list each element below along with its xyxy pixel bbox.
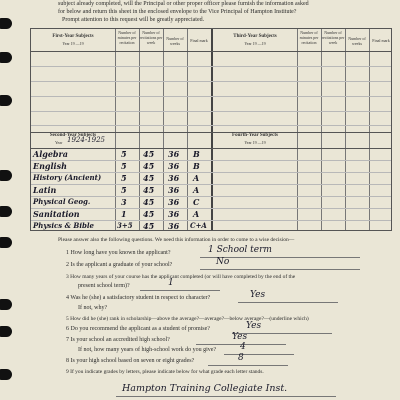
minutes-cell: 5: [121, 173, 127, 183]
minutes-cell: 1: [121, 209, 127, 219]
mark-cell: B: [193, 149, 200, 159]
year-label: Year 19 —19: [62, 41, 84, 46]
subject-cell: Physics & Bible: [33, 221, 95, 230]
answer-1: 1 School term: [208, 245, 272, 255]
mark-cell: A: [193, 185, 200, 195]
question-4: 4 Was he (she) a satisfactory student in respect to character?: [66, 295, 211, 301]
answer-3: 1: [168, 278, 174, 288]
minutes-cell: 3: [121, 197, 127, 207]
weeks-cell: 36: [168, 149, 180, 159]
col-header-minutes: Number of minutes per recitation: [117, 30, 137, 45]
minutes-cell: 3+5: [117, 221, 133, 230]
per-week-cell: 45: [143, 185, 155, 195]
binder-hole: [0, 369, 12, 380]
mark-cell: A: [193, 209, 200, 219]
subject-cell: Latin: [33, 185, 57, 195]
answer-8: 8: [238, 353, 244, 363]
col-header-minutes: Number of minutes per recitation: [299, 30, 319, 45]
fourth-year-header: Fourth-Year Subjects: [232, 133, 278, 138]
binder-hole: [0, 299, 12, 310]
per-week-cell: 45: [143, 161, 155, 171]
weeks-cell: 36: [168, 185, 180, 195]
binder-hole: [0, 237, 12, 248]
question-7-followup: If not, how many years of high-school work do you give?: [78, 347, 217, 353]
binder-hole: [0, 18, 12, 29]
per-week-cell: 45: [143, 209, 155, 219]
answer-6: Yes: [246, 321, 262, 331]
col-header-final: Final mark: [372, 38, 390, 43]
answer-2: No: [216, 257, 230, 267]
col-header-recitations: Number of recitations per week: [321, 30, 345, 45]
year-label: Year 19 —19: [244, 41, 266, 46]
question-1: 1 How long have you known the applicant?: [66, 250, 171, 256]
intro-paragraph: [58, 0, 388, 24]
minutes-cell: 5: [121, 161, 127, 171]
weeks-cell: 36: [168, 197, 180, 207]
binder-hole: [0, 52, 12, 63]
mark-cell: B: [193, 161, 200, 171]
mark-cell: A: [193, 173, 200, 183]
answer-7: Yes: [232, 332, 248, 342]
year-label: Year 19 —19: [244, 140, 266, 145]
col-header-recitations: Number of recitations per week: [139, 30, 163, 45]
year-label: Year: [55, 140, 63, 145]
second-year-header: Second-Year Subjects: [49, 133, 97, 138]
per-week-cell: 45: [143, 197, 155, 207]
subject-cell: Sanitation: [33, 209, 80, 219]
mark-cell: C: [193, 197, 200, 207]
binder-hole: [0, 206, 12, 217]
minutes-cell: 5: [121, 185, 127, 195]
question-9: 9 If you indicate grades by letters, please indicate below for what grade each letter stands.: [66, 369, 264, 375]
question-2: 2 Is the applicant a graduate of your school?: [66, 262, 173, 268]
signature: Hampton Training Collegiate Inst.: [122, 383, 288, 394]
per-week-cell: 45: [143, 173, 155, 183]
weeks-cell: 36: [168, 161, 180, 171]
first-year-header: First-Year Subjects: [52, 34, 94, 39]
weeks-cell: 36: [168, 173, 180, 183]
per-week-cell: 45: [143, 221, 155, 231]
answer-7b: 4: [240, 342, 246, 352]
intro-line: subject already completed, will the Principal or other proper officer please furnish the information asked: [58, 1, 309, 7]
intro-line: for below and return this sheet in the enclosed envelope to the Vice Principal of Hampton Institute?: [58, 9, 297, 15]
weeks-cell: 36: [168, 209, 180, 219]
binder-hole: [0, 326, 12, 337]
grades-table: [30, 28, 392, 231]
question-7: 7 Is your school an accredited high school?: [66, 337, 170, 343]
question-6: 6 Do you recommend the applicant as a student of promise?: [66, 326, 210, 332]
year-handwritten: 1924-1925: [67, 136, 105, 144]
intro-line: Prompt attention to this request will be greatly appreciated.: [62, 17, 205, 23]
question-3: 3 How many years of your course has the applicant completed (or will have completed by the end of the: [66, 274, 296, 280]
answer-4: Yes: [250, 290, 266, 300]
question-8: 8 Is your high school based on seven or eight grades?: [66, 358, 195, 364]
question-5: 5 How did he (she) rank in scholarship—above the average?—average?—below average?—(underline which): [66, 316, 309, 322]
question-3-cont: present school term)?: [78, 283, 130, 289]
binder-hole: [0, 170, 12, 181]
col-header-final: Final mark: [190, 38, 208, 43]
subject-cell: History (Ancient): [33, 173, 102, 182]
binder-hole: [0, 95, 12, 106]
per-week-cell: 45: [143, 149, 155, 159]
question-4-followup: If not, why?: [78, 305, 108, 311]
mark-cell: C+A: [190, 221, 207, 230]
third-year-header: Third-Year Subjects: [233, 34, 277, 39]
subject-cell: English: [33, 161, 67, 171]
col-header-weeks: Number of weeks: [166, 36, 184, 46]
subject-cell: Algebra: [33, 149, 68, 159]
subject-cell: Physical Geog.: [33, 197, 91, 206]
questions-intro: Please answer also the following questions. We need this information in order to come to a wise decision—: [58, 237, 295, 243]
col-header-weeks: Number of weeks: [348, 36, 366, 46]
minutes-cell: 5: [121, 149, 127, 159]
weeks-cell: 36: [168, 221, 180, 231]
